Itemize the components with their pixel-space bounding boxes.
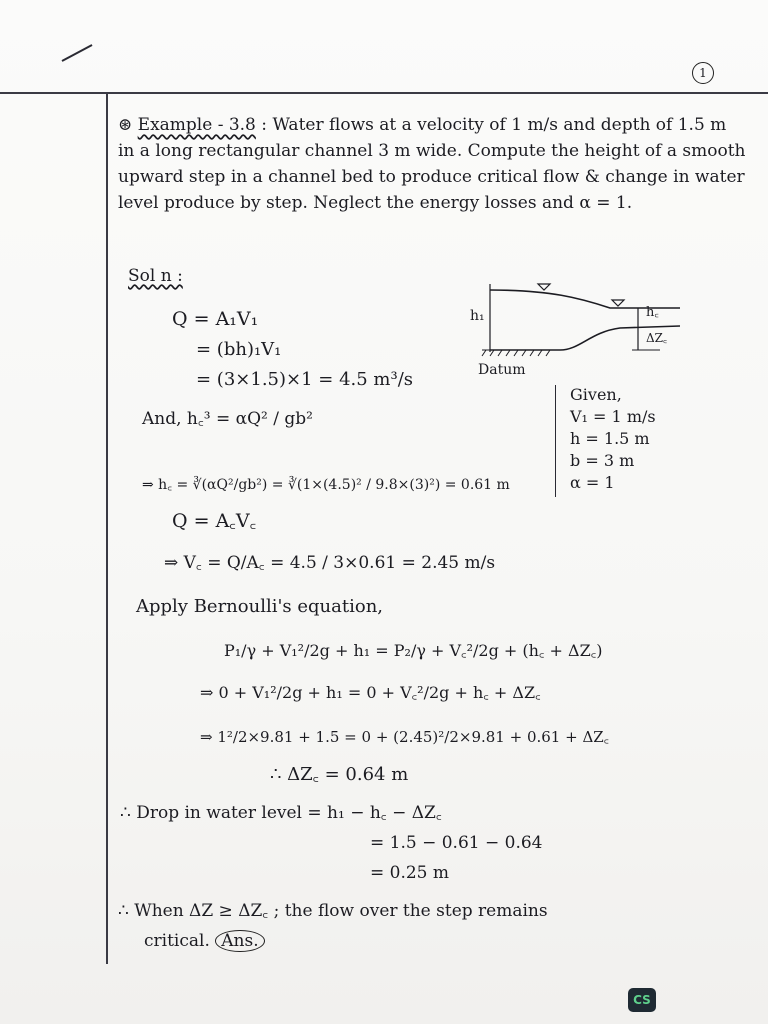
conclusion-line-2 — [144, 928, 265, 954]
label-datum: Datum — [478, 362, 526, 378]
eq-vc: ⇒ V꜀ = Q/A꜀ = 4.5 / 3×0.61 = 2.45 m/s — [164, 553, 496, 573]
given-panel — [555, 385, 716, 497]
example-label: Example - 3.8 — [137, 115, 256, 135]
given-h: h = 1.5 m — [570, 429, 650, 448]
page-number: 1 — [692, 62, 714, 84]
eq-q2: = (bh)₁V₁ — [196, 339, 282, 360]
margin-line — [106, 94, 108, 964]
eq-bernoulli-1: P₁/γ + V₁²/2g + h₁ = P₂/γ + V꜀²/2g + (h꜀ + ΔZ꜀) — [224, 641, 603, 660]
eq-bernoulli-3: ⇒ 1²/2×9.81 + 1.5 = 0 + (2.45)²/2×9.81 + 0.61 + ΔZ꜀ — [200, 728, 609, 746]
drop-line-1: ∴ Drop in water level = h₁ − h꜀ − ΔZ꜀ — [120, 803, 442, 823]
eq-delta-zc: ∴ ΔZ꜀ = 0.64 m — [270, 764, 409, 785]
star-icon: ⊛ — [118, 115, 138, 135]
problem-text: Water flows at a velocity of 1 m/s and depth of 1.5 m in a long rectangular channel 3 m wide. Compute the height of a smooth upward step in a channel bed to produce critical flow & change in water level produce by step. Neglect the energy losses and α = 1. — [118, 115, 746, 213]
eq-critical-depth-def: And, h꜀³ = αQ² / gb² — [142, 409, 313, 429]
datum-hatching — [482, 350, 558, 356]
camscanner-badge-icon: CS — [628, 988, 656, 1012]
eq-q1: Q = A₁V₁ — [172, 308, 259, 330]
top-rule-line — [0, 92, 768, 94]
given-title: Given, — [570, 385, 622, 404]
solution-heading: Sol n : — [128, 266, 183, 286]
water-level-marker-1-icon — [538, 284, 550, 290]
problem-statement: ⊛ Example - 3.8 : Water flows at a velocity of 1 m/s and depth of 1.5 m in a long rectangular channel 3 m wide. Compute the height of a smooth upward step in a channel bed to produce critical flow & change in water level produce by step. Neglect the energy losses and α = 1. — [118, 115, 746, 213]
conclusion-critical: critical. — [144, 931, 210, 951]
channel-step-diagram — [460, 270, 690, 380]
apply-bernoulli: Apply Bernoulli's equation, — [136, 596, 384, 617]
label-dzc: ΔZ꜀ — [646, 331, 668, 345]
given-alpha: α = 1 — [570, 473, 615, 492]
label-hc: h꜀ — [646, 305, 659, 320]
drop-line-3: = 0.25 m — [370, 863, 450, 883]
eq-q4: Q = A꜀V꜀ — [172, 510, 257, 532]
label-h1: h₁ — [470, 308, 485, 324]
answer-mark: Ans. — [215, 930, 264, 952]
conclusion-line-1: ∴ When ΔZ ≥ ΔZ꜀ ; the flow over the step remains — [118, 901, 548, 921]
eq-hc: ⇒ h꜀ = ∛(αQ²/gb²) = ∛(1×(4.5)² / 9.8×(3)²) = 0.61 m — [142, 477, 510, 493]
given-b: b = 3 m — [570, 451, 635, 470]
eq-bernoulli-2: ⇒ 0 + V₁²/2g + h₁ = 0 + V꜀²/2g + h꜀ + ΔZ꜀ — [200, 683, 541, 702]
water-level-marker-2-icon — [612, 300, 624, 306]
corner-tick-mark — [62, 44, 93, 62]
eq-q3: = (3×1.5)×1 = 4.5 m³/s — [196, 369, 414, 390]
given-v1: V₁ = 1 m/s — [570, 407, 656, 426]
drop-line-2: = 1.5 − 0.61 − 0.64 — [370, 833, 543, 853]
